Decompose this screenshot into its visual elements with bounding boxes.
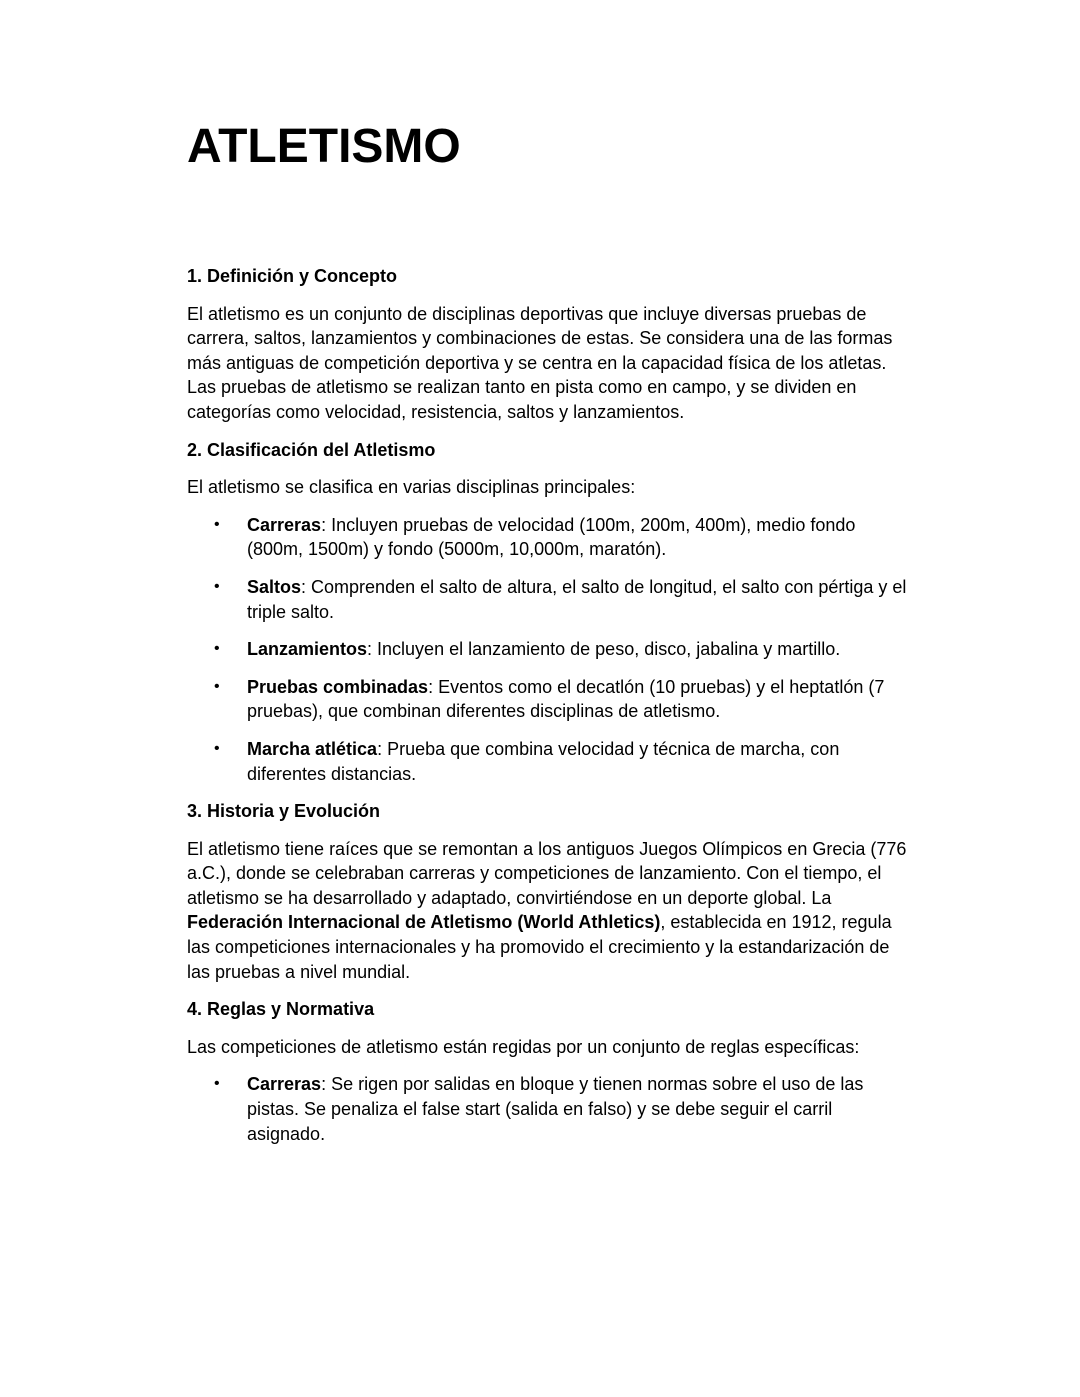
disciplines-list	[187, 513, 907, 786]
section-heading-definicion: 1. Definición y Concepto	[187, 266, 398, 286]
list-item-text: : Se rigen por salidas en bloque y tienen normas sobre el uso de las pistas. Se penaliza el false start (salida en falso) y se debe seguir el carril asignado.	[247, 1074, 864, 1144]
rules-list	[187, 1072, 907, 1146]
section-paragraph-definicion: El atletismo es un conjunto de disciplinas deportivas que incluye diversas pruebas de carrera, saltos, lanzamientos y combinaciones de estas. Se considera una de las formas más antiguas de competición deportiva y se centra en la capacidad física de los atletas. Las pruebas de atletismo se realizan tanto en pista como en campo, y se dividen en categorías como velocidad, resistencia, saltos y lanzamientos.	[187, 303, 893, 422]
list-item	[187, 637, 907, 662]
document-body	[187, 264, 907, 1159]
list-item-label: Saltos	[247, 576, 302, 597]
list-item	[187, 737, 907, 786]
list-item-text: : Incluyen el lanzamiento de peso, disco, jabalina y martillo.	[367, 639, 841, 660]
list-item	[187, 1072, 907, 1146]
document-title: ATLETISMO	[187, 120, 461, 173]
section-paragraph-historia	[187, 837, 907, 985]
list-item-text: : Incluyen pruebas de velocidad (100m, 200m, 400m), medio fondo (800m, 1500m) y fondo (5000m, 10,000m, maratón).	[247, 514, 856, 560]
list-item-text: : Prueba que combina velocidad y técnica de marcha, con diferentes distancias.	[247, 738, 840, 784]
list-item	[187, 675, 907, 724]
list-item-text: : Eventos como el decatlón (10 pruebas) y el heptatlón (7 pruebas), que combinan diferentes disciplinas de atletismo.	[247, 676, 885, 722]
list-item-label: Marcha atlética	[247, 738, 378, 759]
list-item	[187, 575, 907, 624]
paragraph-text: El atletismo tiene raíces que se remontan a los antiguos Juegos Olímpicos en Grecia (776 a.C.), donde se celebraban carreras y competiciones de lanzamiento. Con el tiempo, el atletismo se ha desarrollado y adaptado, convirtiéndose en un deporte global. La	[187, 838, 907, 908]
list-item	[187, 513, 907, 562]
list-item-label: Carreras	[247, 1074, 322, 1095]
paragraph-emphasis: Federación Internacional de Atletismo (World Athletics)	[187, 912, 661, 933]
list-item-label: Carreras	[247, 514, 322, 535]
list-item-label: Pruebas combinadas	[247, 676, 429, 697]
section-heading-reglas: 4. Reglas y Normativa	[187, 999, 375, 1020]
section-paragraph-clasificacion: El atletismo se clasifica en varias disciplinas principales:	[187, 477, 636, 498]
paragraph-text: , establecida en 1912, regula las competiciones internacionales y ha promovido el crecimiento y la estandarización de las pruebas a nivel mundial.	[187, 912, 892, 982]
section-paragraph-reglas: Las competiciones de atletismo están regidas por un conjunto de reglas específicas:	[187, 1036, 860, 1057]
list-item-text: : Comprenden el salto de altura, el salto de longitud, el salto con pértiga y el triple salto.	[247, 576, 907, 622]
section-heading-historia: 3. Historia y Evolución	[187, 801, 381, 822]
section-heading-clasificacion: 2. Clasificación del Atletismo	[187, 439, 436, 460]
list-item-label: Lanzamientos	[247, 639, 368, 660]
